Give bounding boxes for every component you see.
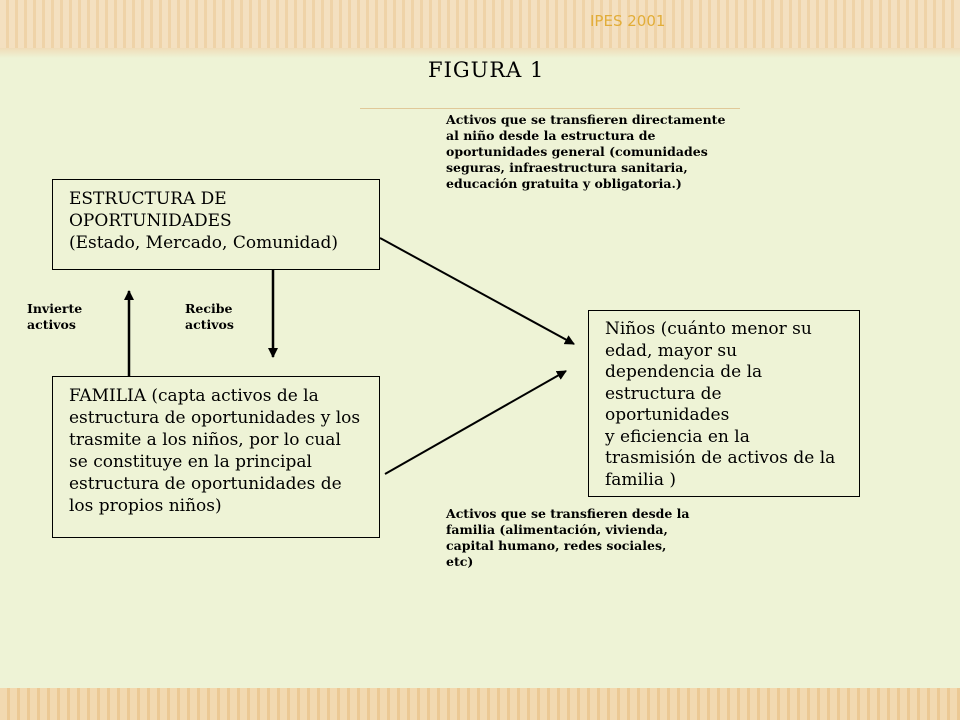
- recibe-activos-label: Recibe activos: [185, 301, 234, 332]
- familia-box: FAMILIA (capta activos de la estructura de oportunidades y los trasmite a los niños, por lo cual se constituye en la principal estructura de oportunidades de los propios niños): [52, 376, 380, 538]
- figure-title: FIGURA 1: [428, 58, 545, 82]
- familia-to-ninos-arrow: [385, 371, 566, 474]
- estructura-to-ninos-arrow: [380, 238, 574, 344]
- invierte-activos-label: Invierte activos: [27, 301, 83, 332]
- direct-assets-note: Activos que se transfieren directamente al niño desde la estructura de oportunidades general (comunidades seguras, infraestructura sanitaria, educación gratuita y obligatoria.): [446, 112, 726, 191]
- header-label: IPES 2001: [590, 12, 666, 30]
- family-assets-note: Activos que se transfieren desde la familia (alimentación, vivienda, capital humano, redes sociales, etc): [446, 506, 690, 569]
- estructura-oportunidades-box: ESTRUCTURA DE OPORTUNIDADES (Estado, Mercado, Comunidad): [52, 179, 380, 270]
- ninos-box: Niños (cuánto menor su edad, mayor su dependencia de la estructura de oportunidades y eficiencia en la trasmisión de activos de la familia ): [588, 310, 860, 497]
